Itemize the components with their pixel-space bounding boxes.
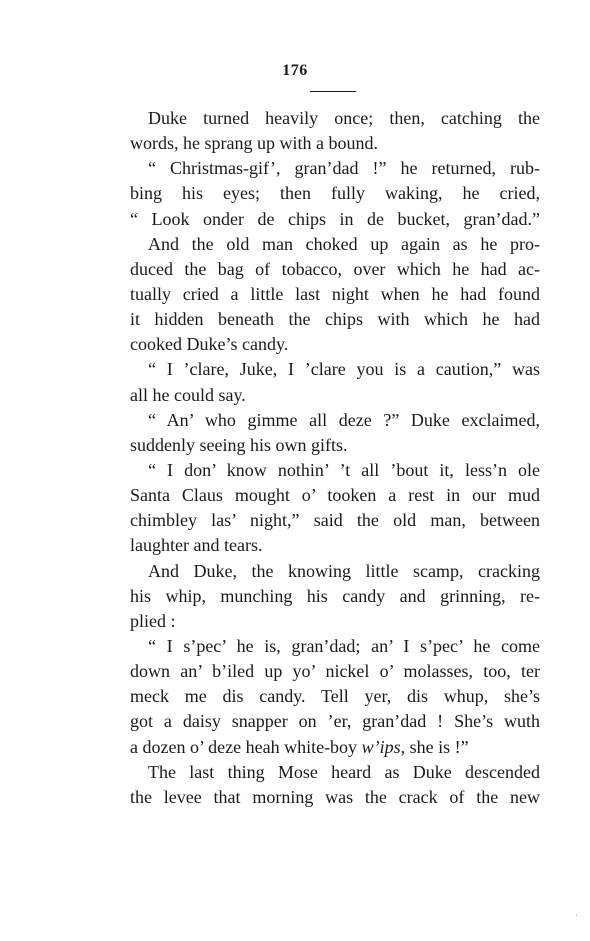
text-line-with-italic [130,735,540,760]
text-line: “ Look onder de chips in de bucket, gran’dad.” [130,208,540,229]
text-line: got a daisy snapper on ’er, gran’dad ! She’s wuth [130,711,540,732]
text-line: “ Christmas-gif’, gran’dad !” he returned, rub- [148,158,540,179]
page-number-rule [310,91,356,92]
text-line: suddenly seeing his own gifts. [130,434,348,455]
page-body-text [130,106,540,810]
text-line: “ I ’clare, Juke, I ’clare you is a caution,” was [148,359,540,380]
text-line: bing his eyes; then fully waking, he cried, [130,183,540,204]
text-line: The last thing Mose heard as Duke descended [148,761,540,782]
text-line: plied : [130,610,176,631]
text-line: tually cried a little last night when he had found [130,283,540,304]
text-line: cooked Duke’s candy. [130,334,289,355]
text-line: it hidden beneath the chips with which he had [130,309,540,330]
page-number: 176 [282,62,308,79]
text-line: duced the bag of tobacco, over which he had ac- [130,258,540,279]
italic-word: w’ips [361,736,401,757]
text-line: “ I s’pec’ he is, gran’dad; an’ I s’pec’ he come [148,635,540,656]
paper-speck [576,915,577,916]
text-line: laughter and tears. [130,535,263,556]
text-line: And Duke, the knowing little scamp, cracking [148,560,540,581]
text-line: his whip, munching his candy and grinning, re- [130,585,540,606]
text-line: “ An’ who gimme all deze ?” Duke exclaimed, [148,409,540,430]
text-line: chimbley las’ night,” said the old man, between [130,510,540,531]
text-line: all he could say. [130,384,246,405]
text-line: Duke turned heavily once; then, catching the [148,108,540,128]
text-line: “ I don’ know nothin’ ’t all ’bout it, less’n ole [148,459,540,480]
text-fragment: , she is !” [400,736,469,757]
text-line: words, he sprang up with a bound. [130,133,378,154]
text-line: down an’ b’iled up yo’ nickel o’ molasses, too, ter [130,661,540,682]
text-line: And the old man choked up again as he pro- [148,233,540,254]
text-line: the levee that morning was the crack of the new [130,786,540,807]
text-line: Santa Claus mought o’ tooken a rest in our mud [130,485,540,506]
text-fragment: a dozen o’ deze heah white-boy [130,736,362,757]
text-line: meck me dis candy. Tell yer, dis whup, she’s [130,686,540,707]
